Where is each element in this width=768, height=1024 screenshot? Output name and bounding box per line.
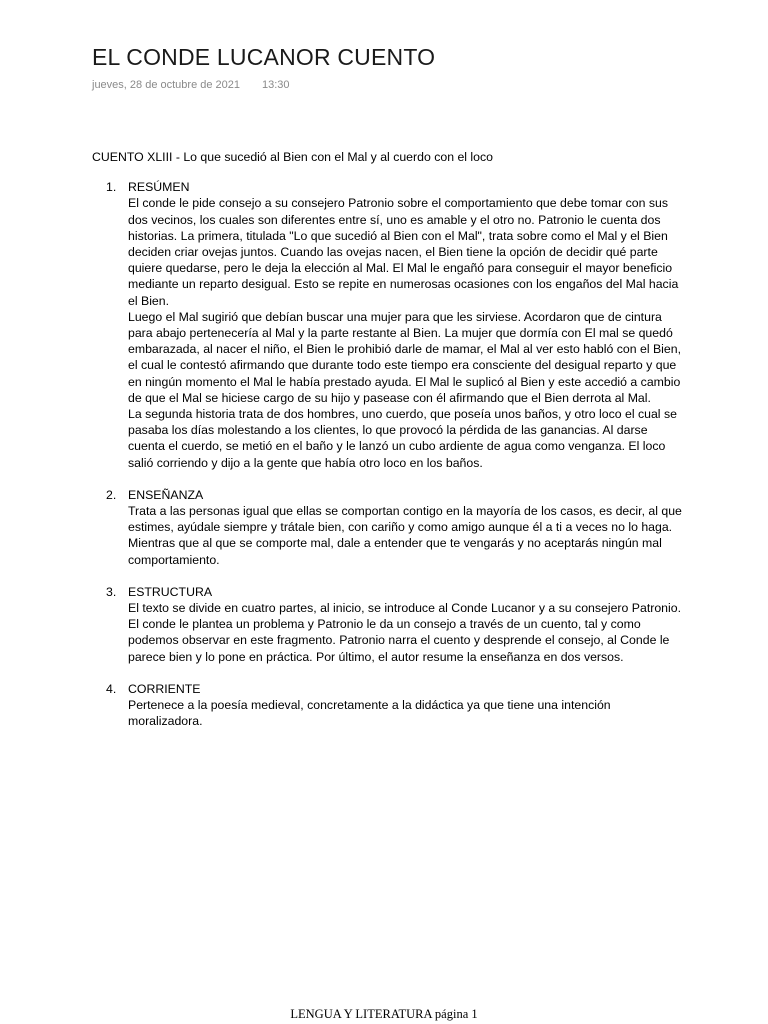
document-body: [92, 149, 682, 746]
document-meta: [92, 79, 290, 91]
section-number: 3.: [106, 584, 117, 599]
section-number: 4.: [106, 681, 117, 696]
section-item: [92, 681, 682, 730]
section-number: 2.: [106, 487, 117, 502]
section-item: [92, 179, 682, 471]
section-heading: RESÚMEN: [128, 180, 190, 195]
section-item: [92, 584, 682, 665]
section-heading: CORRIENTE: [128, 681, 201, 696]
section-paragraph: Pertenece a la poesía medieval, concretamente a la didáctica ya que tiene una intención moralizadora.: [128, 698, 611, 729]
section-heading: ENSEÑANZA: [128, 487, 204, 502]
document-time: 13:30: [262, 79, 290, 91]
story-heading: CUENTO XLIII - Lo que sucedió al Bien con el Mal y al cuerdo con el loco: [92, 150, 493, 164]
document-title: EL CONDE LUCANOR CUENTO: [92, 44, 436, 70]
section-number: 1.: [106, 180, 117, 195]
document-date: jueves, 28 de octubre de 2021: [92, 79, 241, 91]
section-item: [92, 487, 682, 568]
section-list: [92, 179, 682, 729]
section-paragraph: La segunda historia trata de dos hombres, uno cuerdo, que poseía unos baños, y otro loco el cual se pasaba los días molestando a los clientes, lo que provocó la pérdida de las ganancias. Al darse cuenta el cuerdo, se metió en el baño y le lanzó un cubo ardiente de agua como venganza. El loco salió corriendo y dijo a la gente que había otro loco en los baños.: [128, 407, 677, 470]
section-paragraph: Trata a las personas igual que ellas se comportan contigo en la mayoría de los casos, es decir, al que estimes, ayúdale siempre y trátale bien, con cariño y como amigo aunque él a ti a veces no lo haga. Mientras que al que se comporte mal, dale a entender que te vengarás y no aceptarás ningún mal comportamiento.: [128, 504, 682, 567]
section-heading: ESTRUCTURA: [128, 584, 213, 599]
section-paragraph: El texto se divide en cuatro partes, al inicio, se introduce al Conde Lucanor y a su consejero Patronio. El conde le plantea un problema y Patronio le da un consejo a través de un cuento, tal y como podemos observar en este fragmento. Patronio narra el cuento y desprende el consejo, al Conde le parece bien y lo pone en práctica. Por último, el autor resume la enseñanza en dos versos.: [128, 601, 681, 664]
section-paragraph: Luego el Mal sugirió que debían buscar una mujer para que les sirviese. Acordaron que de cintura para abajo pertenecería al Mal y la parte restante al Bien. La mujer que dormía con El mal se quedó embarazada, al nacer el niño, el Bien le prohibió darle de mamar, el Mal al ver esto habló con el Bien, el cual le contestó afirmando que durante todo este tiempo era consciente del desigual reparto y que en ningún momento el Mal le había prestado ayuda. El Mal le suplicó al Bien y este accedió a cambio de que el Mal se hiciese cargo de su hijo y pasease con él afirmando que el Bien derrota al Mal.: [128, 309, 681, 405]
page-footer: LENGUA Y LITERATURA página 1: [290, 1007, 478, 1021]
section-paragraph: El conde le pide consejo a su consejero Patronio sobre el comportamiento que debe tomar con sus dos vecinos, los cuales son diferentes entre sí, uno es amable y el otro no. Patronio le cuenta dos historias. La primera, titulada "Lo que sucedió al Bien con el Mal", trata sobre como el Mal y el Bien deciden criar ovejas juntos. Cuando las ovejas nacen, el Bien tiene la opción de decidir qué parte quiere quedarse, pero le deja la elección al Mal. El Mal le engañó para conseguir el mayor beneficio mediante un reparto desigual. Esto se repite en numerosas ocasiones con los engaños del Mal hacia el Bien.: [128, 196, 679, 308]
